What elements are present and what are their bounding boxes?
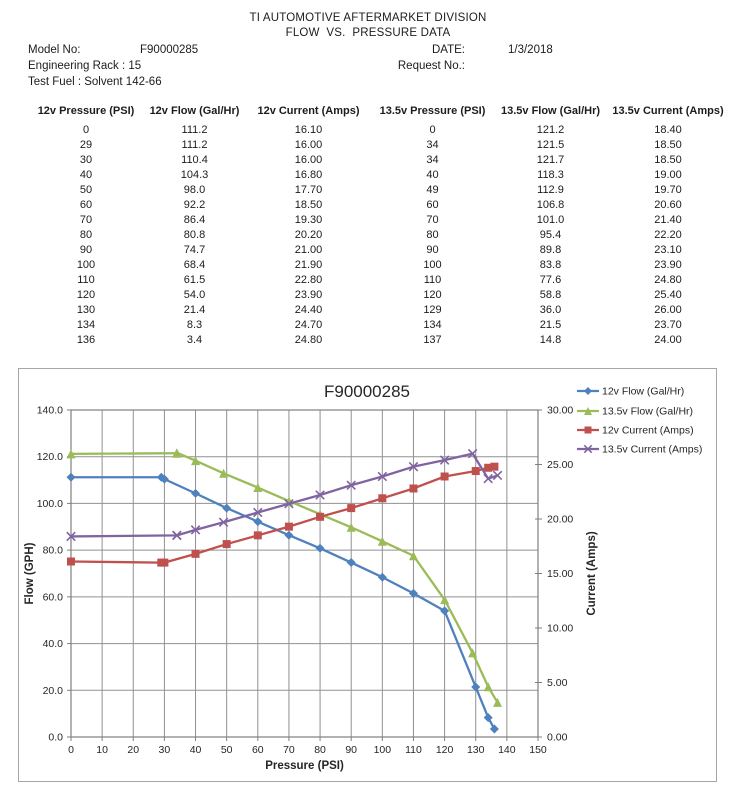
table-cell: 19.70 [654, 184, 682, 196]
table-cell: 121.7 [536, 154, 565, 166]
table-cell: 89.8 [539, 244, 562, 256]
svg-text:90: 90 [345, 744, 358, 756]
axis-ticks [67, 410, 542, 741]
table-cell: 74.7 [183, 244, 206, 256]
date-value: 1/3/2018 [508, 44, 553, 56]
svg-text:20: 20 [127, 744, 140, 756]
right-axis-title: Current (Amps) [586, 531, 598, 616]
table-cell: 134 [76, 319, 96, 331]
left-axis-title: Flow (GPH) [24, 542, 36, 605]
svg-text:130: 130 [466, 744, 485, 756]
table-header-cell: 12v Pressure (PSI) [37, 105, 135, 117]
table-cell: 104.3 [180, 169, 209, 181]
table-cell: 98.0 [183, 184, 206, 196]
table-cell: 120 [76, 289, 96, 301]
table-cell: 18.50 [654, 139, 682, 151]
table-header-cell: 12v Current (Amps) [257, 105, 360, 117]
table-cell: 24.80 [654, 274, 682, 286]
table-cell: 18.50 [654, 154, 682, 166]
table-header-cell: 13.5v Current (Amps) [612, 105, 724, 117]
svg-text:25.00: 25.00 [547, 459, 574, 471]
table-cell: 21.4 [183, 304, 206, 316]
plot-border [71, 410, 538, 737]
table-cell: 80 [79, 229, 93, 241]
table-cell: 21.90 [294, 259, 323, 271]
svg-text:120.0: 120.0 [36, 451, 63, 464]
table-cell: 19.30 [294, 214, 323, 226]
svg-text:60: 60 [251, 744, 264, 756]
series-line [71, 467, 494, 563]
report-subtitle: FLOW VS. PRESSURE DATA [285, 27, 451, 39]
svg-text:20.0: 20.0 [42, 684, 63, 697]
table-cell: 121.2 [536, 124, 565, 136]
table-cell: 21.00 [294, 244, 323, 256]
table-cell: 40 [79, 169, 93, 181]
table-cell: 95.4 [539, 229, 562, 241]
table-cell: 120 [423, 289, 442, 301]
table-cell: 80 [426, 229, 439, 241]
table-cell: 58.8 [539, 289, 562, 301]
table-cell: 134 [423, 319, 442, 331]
table-cell: 40 [426, 169, 439, 181]
svg-text:80.0: 80.0 [42, 544, 63, 557]
series-line [71, 453, 498, 703]
table-cell: 18.50 [294, 199, 323, 211]
svg-text:100.0: 100.0 [36, 497, 63, 510]
svg-text:30: 30 [158, 744, 171, 756]
table-cell: 100 [76, 259, 96, 271]
table-cell: 50 [79, 184, 93, 196]
table-cell: 80.8 [183, 229, 206, 241]
table-cell: 83.8 [539, 259, 562, 271]
table-cell: 100 [423, 259, 442, 271]
table-cell: 54.0 [183, 289, 206, 301]
table-cell: 23.70 [654, 319, 682, 331]
table-header-cell: 13.5v Pressure (PSI) [379, 105, 486, 117]
svg-text:40: 40 [189, 744, 202, 756]
chart-legend [577, 386, 702, 456]
table-cell: 86.4 [183, 214, 206, 226]
svg-text:10.00: 10.00 [547, 622, 574, 635]
table-cell: 21.40 [654, 214, 682, 226]
table-cell: 8.3 [186, 319, 203, 331]
table-cell: 16.00 [294, 154, 323, 166]
table-cell: 0 [82, 124, 90, 136]
table-cell: 14.8 [539, 334, 562, 346]
engineering-rack: Engineering Rack : 15 [28, 60, 142, 72]
legend-label: 12v Flow (Gal/Hr) [602, 385, 685, 398]
table-cell: 23.10 [654, 244, 682, 256]
table-header-cell: 13.5v Flow (Gal/Hr) [500, 105, 601, 117]
table-cell: 3.4 [186, 334, 203, 346]
svg-text:70: 70 [283, 744, 295, 756]
table-cell: 61.5 [183, 274, 206, 286]
table-cell: 19.00 [654, 169, 682, 181]
table-cell: 110 [77, 274, 95, 286]
svg-text:150: 150 [529, 744, 547, 756]
table-cell: 36.0 [539, 304, 562, 316]
table-cell: 29 [79, 139, 93, 151]
table-cell: 24.80 [294, 334, 323, 346]
flow-pressure-table [30, 104, 730, 348]
table-cell: 0 [429, 124, 436, 136]
table-cell: 129 [423, 304, 442, 316]
svg-text:140: 140 [498, 744, 516, 756]
table-cell: 92.2 [183, 199, 206, 211]
model-no-label: Model No: [28, 44, 81, 56]
table-cell: 17.70 [294, 184, 323, 196]
series-13.5v-flow-gal-hr- [67, 448, 503, 707]
table-cell: 121.5 [536, 139, 565, 151]
svg-text:120: 120 [435, 744, 454, 756]
svg-text:0.0: 0.0 [48, 731, 63, 744]
legend-label: 12v Current (Amps) [602, 424, 694, 437]
table-cell: 111.2 [181, 124, 208, 136]
table-cell: 118.3 [537, 169, 564, 181]
table-cell: 22.20 [654, 229, 682, 241]
chart-container [18, 368, 717, 782]
svg-text:0.00: 0.00 [547, 731, 568, 744]
table-cell: 22.80 [294, 274, 323, 286]
table-header-cell: 12v Flow (Gal/Hr) [149, 105, 240, 117]
svg-text:110: 110 [405, 744, 422, 756]
date-label: DATE: [431, 44, 465, 56]
table-cell: 30 [79, 154, 93, 166]
svg-text:10: 10 [96, 744, 108, 756]
model-no-value: F90000285 [140, 44, 199, 56]
table-cell: 18.40 [654, 124, 682, 136]
svg-text:20.00: 20.00 [547, 513, 574, 526]
table-cell: 90 [426, 244, 439, 256]
series-12v-flow-gal-hr- [67, 473, 499, 734]
chart-gridlines [71, 410, 538, 737]
svg-text:5.00: 5.00 [547, 677, 568, 689]
table-cell: 49 [426, 184, 439, 196]
table-cell: 24.40 [294, 304, 323, 316]
table-cell: 112.9 [537, 184, 564, 196]
chart-title: F90000285 [323, 382, 411, 401]
svg-text:0: 0 [68, 744, 74, 756]
table-cell: 110 [423, 274, 442, 286]
table-cell: 101.0 [536, 214, 565, 226]
axis-tick-labels [37, 405, 574, 757]
table-cell: 130 [76, 304, 96, 316]
svg-text:100: 100 [373, 744, 392, 756]
table-cell: 16.80 [294, 169, 323, 181]
flow-pressure-chart [19, 369, 715, 780]
table-cell: 16.00 [294, 139, 323, 151]
table-cell: 77.6 [539, 274, 562, 286]
svg-text:80: 80 [314, 744, 326, 756]
table-cell: 70 [79, 214, 93, 226]
table-cell: 136 [76, 334, 96, 346]
legend-item [577, 444, 702, 456]
table-cell: 111.2 [181, 139, 208, 151]
table-cell: 106.8 [536, 199, 565, 211]
table-cell: 34 [426, 139, 439, 151]
svg-text:15.00: 15.00 [547, 568, 574, 580]
table-cell: 26.00 [654, 304, 682, 316]
legend-item [577, 386, 684, 398]
table-cell: 23.90 [654, 259, 682, 271]
table-cell: 70 [426, 214, 439, 226]
table-cell: 24.00 [654, 334, 682, 346]
x-axis-title: Pressure (PSI) [265, 760, 344, 772]
table-cell: 90 [79, 244, 93, 256]
report-title: TI AUTOMOTIVE AFTERMARKET DIVISION [249, 12, 487, 24]
legend-label: 13.5v Current (Amps) [602, 443, 703, 456]
series-line [71, 477, 494, 729]
table-cell: 23.90 [294, 289, 323, 301]
table-cell: 60 [79, 199, 93, 211]
series-line [71, 454, 498, 537]
request-no-label: Request No.: [397, 60, 465, 72]
table-cell: 68.4 [183, 259, 206, 271]
svg-text:60.0: 60.0 [42, 591, 63, 604]
table-cell: 60 [426, 199, 439, 211]
table-cell: 20.60 [654, 199, 682, 211]
table-cell: 137 [423, 334, 442, 346]
svg-text:50: 50 [220, 744, 233, 756]
table-cell: 110.4 [181, 154, 208, 166]
legend-label: 13.5v Flow (Gal/Hr) [602, 405, 694, 418]
svg-text:30.00: 30.00 [547, 404, 574, 417]
test-fuel: Test Fuel : Solvent 142-66 [28, 76, 162, 88]
table-cell: 24.70 [294, 319, 323, 331]
table-cell: 34 [426, 154, 439, 166]
svg-text:140.0: 140.0 [36, 404, 63, 417]
table-cell: 20.20 [294, 229, 323, 241]
table-cell: 21.5 [539, 319, 562, 331]
table-cell: 25.40 [654, 289, 682, 301]
table-cell: 16.10 [294, 124, 323, 136]
legend-item [577, 425, 694, 437]
legend-item [577, 406, 693, 418]
svg-text:40.0: 40.0 [42, 638, 63, 651]
